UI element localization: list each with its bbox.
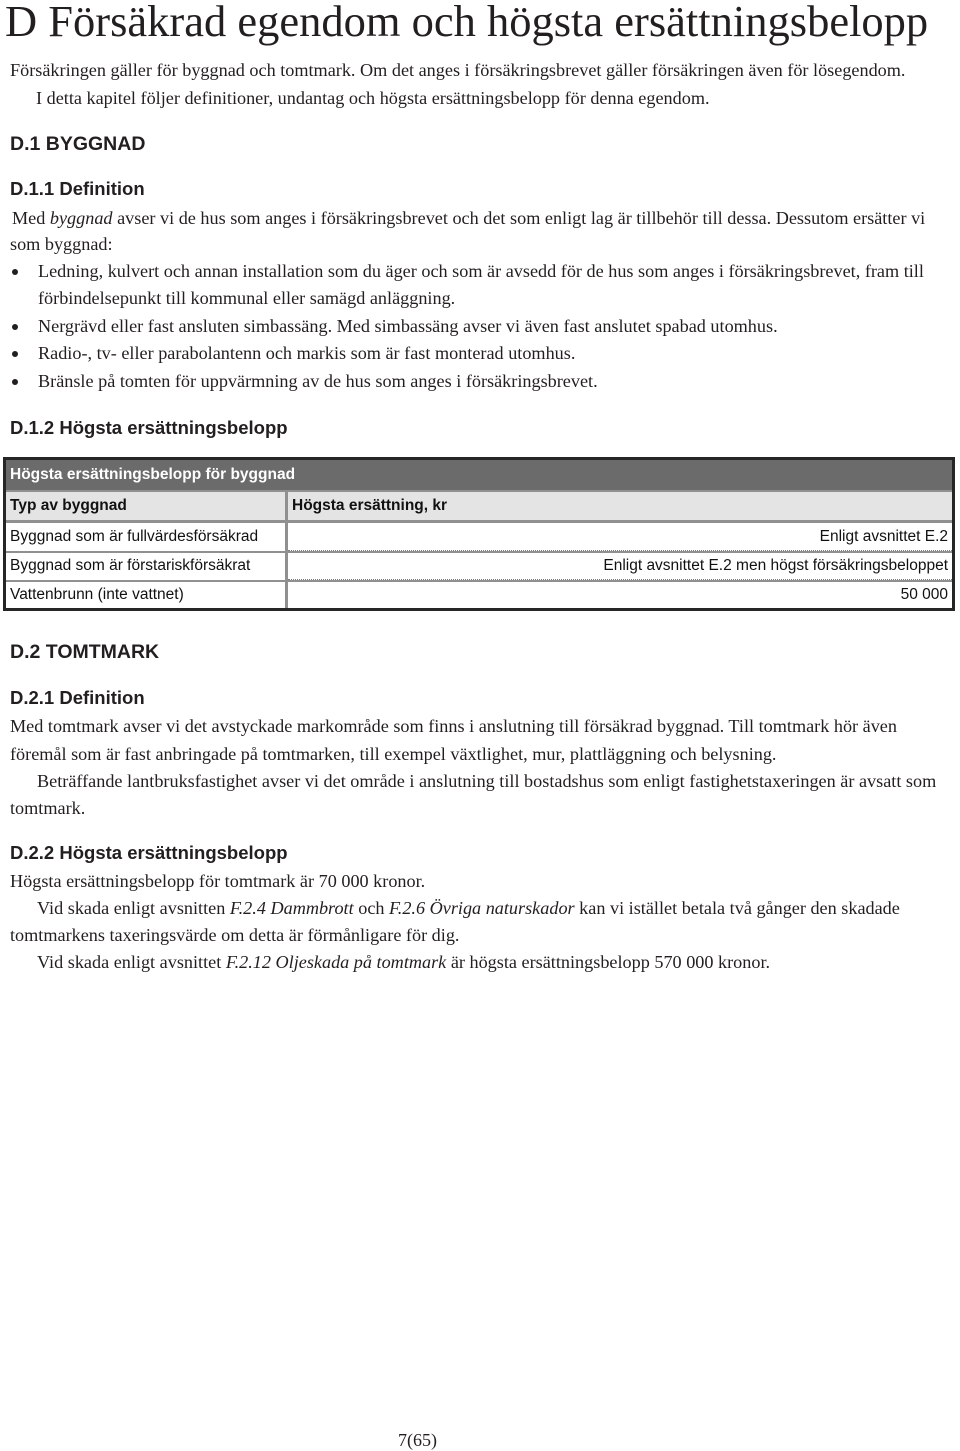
section-heading: D.1 BYGGNAD: [10, 133, 146, 155]
text-segment: och: [353, 898, 390, 918]
paragraph-line: föremål som är fast anbringade på tomtmarken, till exempel växtlighet, mur, plattläggning och belysning.: [10, 744, 777, 764]
page-title: D Försäkrad egendom och högsta ersättningsbelopp: [5, 0, 929, 46]
subsection-heading: D.2.2 Högsta ersättningsbelopp: [10, 842, 288, 863]
table-cell: 50 000: [288, 582, 952, 608]
paragraph-line: [37, 898, 900, 918]
table-caption: Högsta ersättningsbelopp för byggnad: [6, 460, 952, 490]
paragraph-line: som byggnad:: [10, 234, 113, 254]
bullet-icon: [12, 269, 18, 275]
section-reference: F.2.6 Övriga naturskador: [389, 898, 575, 918]
text-segment: Med: [12, 208, 50, 228]
paragraph-line: Högsta ersättningsbelopp för tomtmark är 70 000 kronor.: [10, 871, 426, 891]
bullet-line: förbindelsepunkt till kommunal eller samägd anläggning.: [38, 288, 456, 308]
table-row: [6, 582, 952, 608]
paragraph-line: Beträffande lantbruksfastighet avser vi det område i anslutning till bostadshus som enligt fastighetstaxeringen är avsatt som: [37, 771, 937, 791]
paragraph-line: [12, 208, 925, 228]
table-row: [6, 553, 952, 580]
subsection-heading: D.1.1 Definition: [10, 178, 145, 199]
subsection-heading: D.1.2 Högsta ersättningsbelopp: [10, 417, 288, 438]
bullet-line: Ledning, kulvert och annan installation som du äger och som är avsedd för de hus som anges i försäkringsbrevet, fram till: [38, 261, 924, 281]
table-header-cell: Högsta ersättning, kr: [288, 492, 952, 520]
text-segment: är högsta ersättningsbelopp 570 000 kronor.: [446, 952, 771, 972]
table-cell: Enligt avsnittet E.2: [288, 523, 952, 551]
text-segment: kan vi istället betala två gånger den skadade: [574, 898, 900, 918]
table-row: [6, 523, 952, 551]
page-number: 7(65): [398, 1430, 437, 1450]
text-segment: avser vi de hus som anges i försäkringsbrevet och det som enligt lag är tillbehör till dessa. Dessutom ersätter vi: [112, 208, 926, 228]
paragraph-line: [37, 952, 770, 972]
section-reference: F.2.4 Dammbrott: [229, 898, 354, 918]
subsection-heading: D.2.1 Definition: [10, 687, 145, 708]
text-segment: Vid skada enligt avsnitten: [37, 898, 230, 918]
defined-term: byggnad: [49, 208, 113, 228]
intro-line: Försäkringen gäller för byggnad och tomtmark. Om det anges i försäkringsbrevet gäller försäkringen även för lösegendom.: [10, 60, 906, 80]
paragraph-line: Med tomtmark avser vi det avstyckade markområde som finns i anslutning till försäkrad byggnad. Till tomtmark hör även: [10, 716, 897, 736]
section-heading: D.2 TOMTMARK: [10, 641, 160, 663]
table-cell: Enligt avsnittet E.2 men högst försäkringsbeloppet: [288, 553, 952, 580]
table-cell: Byggnad som är fullvärdesförsäkrad: [6, 523, 285, 551]
intro-line: I detta kapitel följer definitioner, undantag och högsta ersättningsbelopp för denna egendom.: [36, 88, 710, 108]
compensation-table: [3, 457, 955, 611]
bullet-line: Nergrävd eller fast ansluten simbassäng. Med simbassäng avser vi även fast anslutet spabad utomhus.: [38, 316, 778, 336]
table-cell: Byggnad som är förstariskförsäkrat: [6, 553, 285, 580]
table-cell: Vattenbrunn (inte vattnet): [6, 582, 285, 608]
bullet-icon: [12, 324, 18, 330]
bullet-icon: [12, 351, 18, 357]
section-reference: F.2.12 Oljeskada på tomtmark: [225, 952, 447, 972]
paragraph-line: tomtmark.: [10, 798, 86, 818]
table-header-cell: Typ av byggnad: [6, 492, 285, 520]
paragraph-line: tomtmarkens taxeringsvärde om detta är förmånligare för dig.: [10, 925, 460, 945]
bullet-line: Bränsle på tomten för uppvärmning av de hus som anges i försäkringsbrevet.: [38, 371, 598, 391]
bullet-line: Radio-, tv- eller parabolantenn och markis som är fast monterad utomhus.: [38, 343, 576, 363]
text-segment: Vid skada enligt avsnittet: [37, 952, 226, 972]
bullet-icon: [12, 379, 18, 385]
table-header-row: [6, 492, 952, 520]
